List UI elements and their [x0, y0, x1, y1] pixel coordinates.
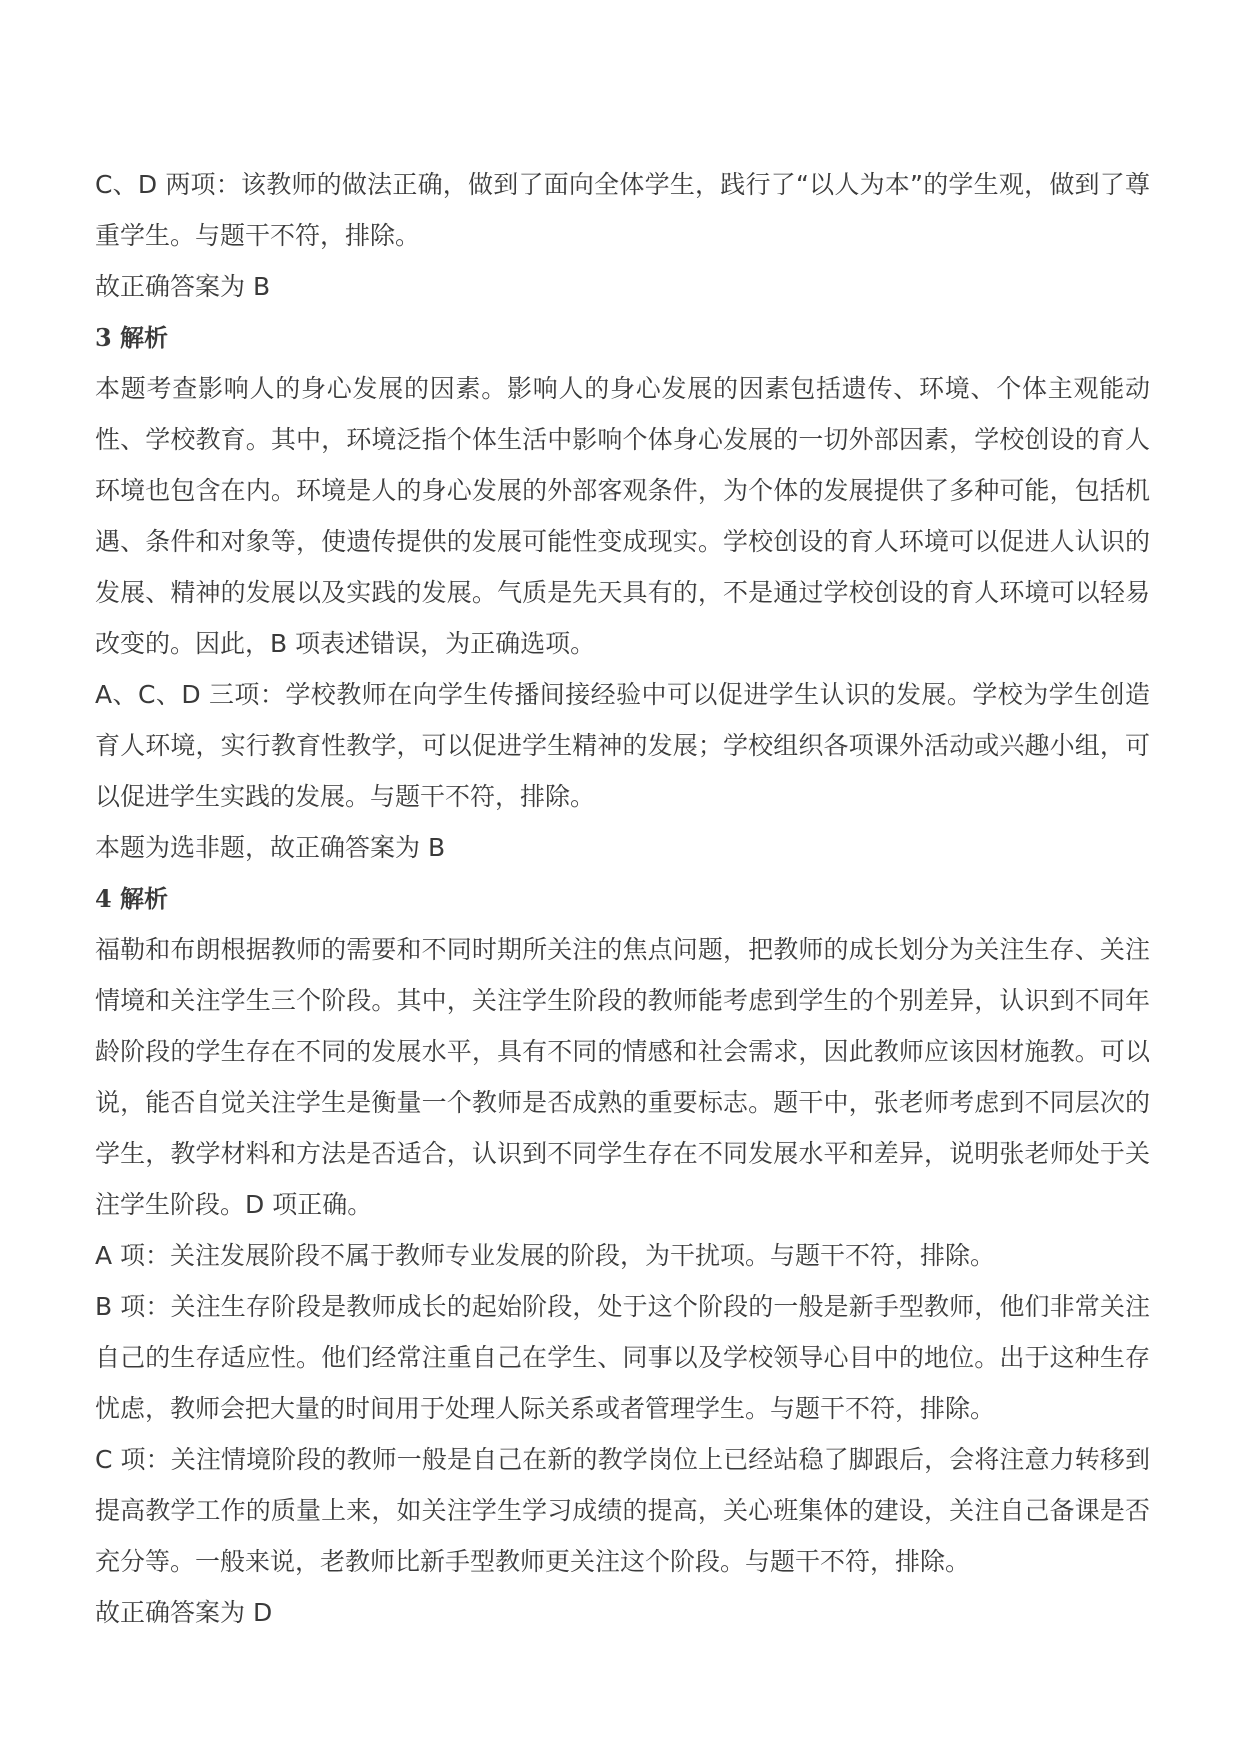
answer-line: 故正确答案为 D [95, 1598, 273, 1627]
paragraph: C 项：关注情境阶段的教师一般是自己在新的教学岗位上已经站稳了脚跟后，会将注意力转移到提高教学工作的质量上来，如关注学生学习成绩的提高，关心班集体的建设，关注自己备课是否充分等。一般来说，老教师比新手型教师更关注这个阶段。与题干不符，排除。 [95, 1445, 1150, 1576]
paragraph: 福勒和布朗根据教师的需要和不同时期所关注的焦点问题，把教师的成长划分为关注生存、关注情境和关注学生三个阶段。其中，关注学生阶段的教师能考虑到学生的个别差异，认识到不同年龄阶段的学生存在不同的发展水平，具有不同的情感和社会需求，因此教师应该因材施教。可以说，能否自觉关注学生是衡量一个教师是否成熟的重要标志。题干中，张老师考虑到不同层次的学生，教学材料和方法是否适合，认识到不同学生存在不同发展水平和差异，说明张老师处于关注学生阶段。D 项正确。 [95, 935, 1150, 1219]
answer-line: 本题为选非题，故正确答案为 B [95, 833, 446, 862]
section-heading-3: 3 解析 [95, 323, 169, 352]
answer-line: 故正确答案为 B [95, 272, 271, 301]
document-page [95, 159, 1150, 1638]
paragraph: A 项：关注发展阶段不属于教师专业发展的阶段，为干扰项。与题干不符，排除。 [95, 1241, 996, 1270]
section-heading-4: 4 解析 [95, 884, 169, 913]
paragraph: B 项：关注生存阶段是教师成长的起始阶段，处于这个阶段的一般是新手型教师，他们非常关注自己的生存适应性。他们经常注重自己在学生、同事以及学校领导心目中的地位。出于这种生存忧虑，教师会把大量的时间用于处理人际关系或者管理学生。与题干不符，排除。 [95, 1292, 1150, 1423]
paragraph: A、C、D 三项：学校教师在向学生传播间接经验中可以促进学生认识的发展。学校为学生创造育人环境，实行教育性教学，可以促进学生精神的发展；学校组织各项课外活动或兴趣小组，可以促进学生实践的发展。与题干不符，排除。 [95, 680, 1150, 811]
paragraph: C、D 两项：该教师的做法正确，做到了面向全体学生，践行了“以人为本”的学生观，做到了尊重学生。与题干不符，排除。 [95, 170, 1150, 250]
paragraph: 本题考查影响人的身心发展的因素。影响人的身心发展的因素包括遗传、环境、个体主观能动性、学校教育。其中，环境泛指个体生活中影响个体身心发展的一切外部因素，学校创设的育人环境也包含在内。环境是人的身心发展的外部客观条件，为个体的发展提供了多种可能，包括机遇、条件和对象等，使遗传提供的发展可能性变成现实。学校创设的育人环境可以促进人认识的发展、精神的发展以及实践的发展。气质是先天具有的，不是通过学校创设的育人环境可以轻易改变的。因此，B 项表述错误，为正确选项。 [95, 374, 1150, 658]
